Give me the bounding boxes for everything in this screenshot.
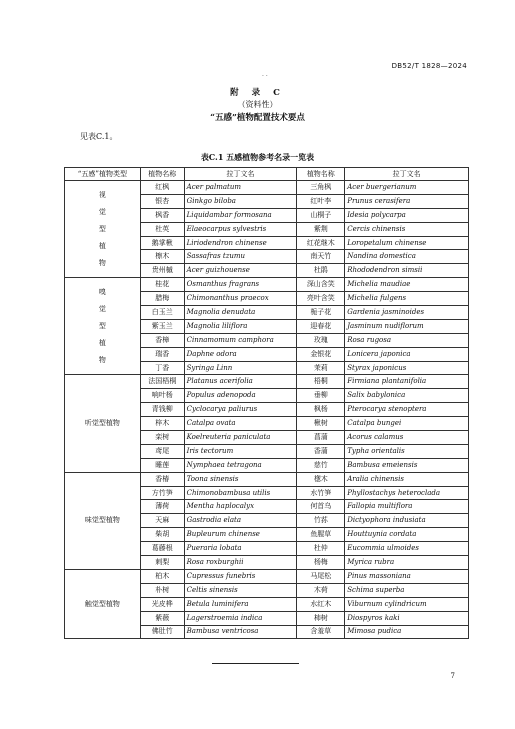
latin-name: Rosa rugosa xyxy=(345,333,469,347)
plant-name: 梧桐 xyxy=(297,375,345,389)
plant-name: 睡莲 xyxy=(140,458,184,472)
latin-name: Acer palmatum xyxy=(184,181,297,195)
latin-name: Elaeocarpus sylvestris xyxy=(184,222,297,236)
plant-name: 刺梨 xyxy=(140,556,184,570)
plant-name: 红叶李 xyxy=(297,194,345,208)
plant-name: 法国梧桐 xyxy=(140,375,184,389)
plant-name: 方竹笋 xyxy=(140,486,184,500)
latin-name: Cyclocarya paliurus xyxy=(184,403,297,417)
plant-name: 朴树 xyxy=(140,583,184,597)
plant-name: 紫薇 xyxy=(140,611,184,625)
latin-name: Toona sinensis xyxy=(184,472,297,486)
latin-name: Iris tectorum xyxy=(184,444,297,458)
table-reference-text: 见表C.1。 xyxy=(80,132,118,141)
plant-name: 天麻 xyxy=(140,514,184,528)
plant-type-cell xyxy=(65,278,141,375)
latin-name: Acer buergerianum xyxy=(345,181,469,195)
plant-name: 水红木 xyxy=(297,597,345,611)
plant-name: 玫瑰 xyxy=(297,333,345,347)
plant-name: 深山含笑 xyxy=(297,278,345,292)
plant-name: 垂柳 xyxy=(297,389,345,403)
latin-name: Magnolia denudata xyxy=(184,306,297,320)
table-row xyxy=(65,181,469,195)
plant-name: 鱼腥草 xyxy=(297,528,345,542)
header-dots: · · xyxy=(262,73,268,80)
plant-name: 薄荷 xyxy=(140,500,184,514)
plant-name: 杨梅 xyxy=(297,556,345,570)
appendix-label: 附 录 C xyxy=(230,88,285,98)
header-latin-name-2: 拉丁文名 xyxy=(345,168,469,181)
latin-name: Chimonanthus praecox xyxy=(184,292,297,306)
plant-type-cell: 味觉型植物 xyxy=(65,472,141,569)
plant-name: 红花继木 xyxy=(297,236,345,250)
latin-name: Platanus acerifolia xyxy=(184,375,297,389)
latin-name: Salix babylonica xyxy=(345,389,469,403)
plant-name: 瑞香 xyxy=(140,347,184,361)
table-row xyxy=(65,278,469,292)
plant-reference-table xyxy=(64,167,469,639)
latin-name: Fallopia multiflora xyxy=(345,500,469,514)
plant-type-label: 视觉型植物 xyxy=(98,190,106,267)
latin-name: Firmiana plantanifolia xyxy=(345,375,469,389)
plant-name: 白玉兰 xyxy=(140,306,184,320)
plant-type-label: 嗅觉型植物 xyxy=(98,287,106,364)
table-header-row xyxy=(65,168,469,181)
plant-type-cell: 听觉型植物 xyxy=(65,375,141,472)
plant-name: 鸢尾 xyxy=(140,444,184,458)
plant-name: 杜英 xyxy=(140,222,184,236)
plant-name: 桂花 xyxy=(140,278,184,292)
plant-name: 马尾松 xyxy=(297,569,345,583)
latin-name: Acorus calamus xyxy=(345,431,469,445)
header-plant-name-2: 植物名称 xyxy=(297,168,345,181)
plant-name: 山桐子 xyxy=(297,208,345,222)
table-row xyxy=(65,375,469,389)
plant-name: 栀子花 xyxy=(297,306,345,320)
plant-name: 紫荆 xyxy=(297,222,345,236)
plant-name: 菖蒲 xyxy=(297,431,345,445)
latin-name: Eucommia ulmoides xyxy=(345,542,469,556)
standard-number: DB52/T 1828—2024 xyxy=(391,62,467,70)
plant-name: 水竹笋 xyxy=(297,486,345,500)
plant-name: 茉莉 xyxy=(297,361,345,375)
latin-name: Jasminum nudiflorum xyxy=(345,319,469,333)
plant-name: 竹荪 xyxy=(297,514,345,528)
plant-name: 迎春花 xyxy=(297,319,345,333)
latin-name: Dictyophora indusiata xyxy=(345,514,469,528)
latin-name: Nandina domestica xyxy=(345,250,469,264)
latin-name: Cupressus funebris xyxy=(184,569,297,583)
plant-name: 梓木 xyxy=(140,417,184,431)
plant-type-cell: 触觉型植物 xyxy=(65,569,141,638)
plant-name: 鹅掌楸 xyxy=(140,236,184,250)
plant-name: 柴胡 xyxy=(140,528,184,542)
latin-name: Acer guizhouense xyxy=(184,264,297,278)
latin-name: Chimonobambusa utilis xyxy=(184,486,297,500)
latin-name: Syringa Linn xyxy=(184,361,297,375)
plant-name: 红枫 xyxy=(140,181,184,195)
latin-name: Michelia maudiae xyxy=(345,278,469,292)
latin-name: Bambusa ventricosa xyxy=(184,625,297,639)
latin-name: Osmanthus fragrans xyxy=(184,278,297,292)
table-title: 表C.1 五感植物参考名录一览表 xyxy=(200,152,315,162)
latin-name: Rhododendron simsii xyxy=(345,264,469,278)
latin-name: Styrax japonicus xyxy=(345,361,469,375)
latin-name: Mimosa pudica xyxy=(345,625,469,639)
latin-name: Loropetalum chinense xyxy=(345,236,469,250)
latin-name: Typha orientalis xyxy=(345,444,469,458)
table-row xyxy=(65,569,469,583)
header-type: “五感”植物类型 xyxy=(65,168,141,181)
plant-name: 栾树 xyxy=(140,431,184,445)
plant-name: 腊梅 xyxy=(140,292,184,306)
plant-name: 慈竹 xyxy=(297,458,345,472)
plant-name: 青钱柳 xyxy=(140,403,184,417)
latin-name: Houttuynia cordata xyxy=(345,528,469,542)
plant-name: 佛肚竹 xyxy=(140,625,184,639)
latin-name: Lagerstroemia indica xyxy=(184,611,297,625)
page-number: 7 xyxy=(450,672,455,680)
latin-name: Sassafras tzumu xyxy=(184,250,297,264)
latin-name: Daphne odora xyxy=(184,347,297,361)
latin-name: Nymphaea tetragona xyxy=(184,458,297,472)
latin-name: Liriodendron chinense xyxy=(184,236,297,250)
latin-name: Koelreuteria paniculata xyxy=(184,431,297,445)
plant-name: 檫木 xyxy=(140,250,184,264)
latin-name: Liquidambar formosana xyxy=(184,208,297,222)
plant-name: 紫玉兰 xyxy=(140,319,184,333)
plant-name: 楤木 xyxy=(297,472,345,486)
plant-name: 杜仲 xyxy=(297,542,345,556)
latin-name: Ginkgo biloba xyxy=(184,194,297,208)
latin-name: Gastrodia elata xyxy=(184,514,297,528)
plant-name: 楸树 xyxy=(297,417,345,431)
latin-name: Celtis sinensis xyxy=(184,583,297,597)
header-plant-name: 植物名称 xyxy=(140,168,184,181)
latin-name: Michelia fulgens xyxy=(345,292,469,306)
footer-rule xyxy=(212,663,299,664)
latin-name: Idesia polycarpa xyxy=(345,208,469,222)
latin-name: Rosa roxburghii xyxy=(184,556,297,570)
plant-name: 亮叶含笑 xyxy=(297,292,345,306)
latin-name: Pueraria lobata xyxy=(184,542,297,556)
plant-name: 葛藤根 xyxy=(140,542,184,556)
plant-name: 贵州槭 xyxy=(140,264,184,278)
appendix-nature: （资料性） xyxy=(237,100,278,109)
latin-name: Aralia chinensis xyxy=(345,472,469,486)
latin-name: Cercis chinensis xyxy=(345,222,469,236)
latin-name: Schima superba xyxy=(345,583,469,597)
latin-name: Viburnum cylindricum xyxy=(345,597,469,611)
plant-name: 丁香 xyxy=(140,361,184,375)
latin-name: Myrica rubra xyxy=(345,556,469,570)
latin-name: Prunus cerasifera xyxy=(345,194,469,208)
header-latin-name: 拉丁文名 xyxy=(184,168,297,181)
latin-name: Cinnamomum camphora xyxy=(184,333,297,347)
latin-name: Betula luminifera xyxy=(184,597,297,611)
plant-name: 枫香 xyxy=(140,208,184,222)
plant-type-cell xyxy=(65,181,141,278)
latin-name: Phyllostachys heteroclada xyxy=(345,486,469,500)
plant-name: 香樟 xyxy=(140,333,184,347)
plant-name: 响叶杨 xyxy=(140,389,184,403)
table-row xyxy=(65,472,469,486)
latin-name: Pterocarya stenoptera xyxy=(345,403,469,417)
latin-name: Catalpa bungei xyxy=(345,417,469,431)
plant-name: 柿树 xyxy=(297,611,345,625)
plant-name: 金银花 xyxy=(297,347,345,361)
latin-name: Lonicera japonica xyxy=(345,347,469,361)
latin-name: Gardenia jasminoides xyxy=(345,306,469,320)
latin-name: Diospyros kaki xyxy=(345,611,469,625)
plant-name: 光皮桦 xyxy=(140,597,184,611)
latin-name: Populus adenopoda xyxy=(184,389,297,403)
latin-name: Bupleurum chinense xyxy=(184,528,297,542)
latin-name: Pinus massoniana xyxy=(345,569,469,583)
latin-name: Magnolia liliflora xyxy=(184,319,297,333)
plant-name: 杜鹃 xyxy=(297,264,345,278)
latin-name: Mentha haplocalyx xyxy=(184,500,297,514)
plant-name: 银杏 xyxy=(140,194,184,208)
appendix-title: “五感”植物配置技术要点 xyxy=(210,113,305,123)
latin-name: Catalpa ovata xyxy=(184,417,297,431)
plant-name: 木荷 xyxy=(297,583,345,597)
plant-name: 何首乌 xyxy=(297,500,345,514)
plant-name: 枫杨 xyxy=(297,403,345,417)
table-body xyxy=(65,181,469,639)
plant-name: 南天竹 xyxy=(297,250,345,264)
plant-name: 三角枫 xyxy=(297,181,345,195)
plant-name: 柏木 xyxy=(140,569,184,583)
plant-name: 香蒲 xyxy=(297,444,345,458)
plant-name: 香椿 xyxy=(140,472,184,486)
plant-name: 含羞草 xyxy=(297,625,345,639)
latin-name: Bambusa emeiensis xyxy=(345,458,469,472)
